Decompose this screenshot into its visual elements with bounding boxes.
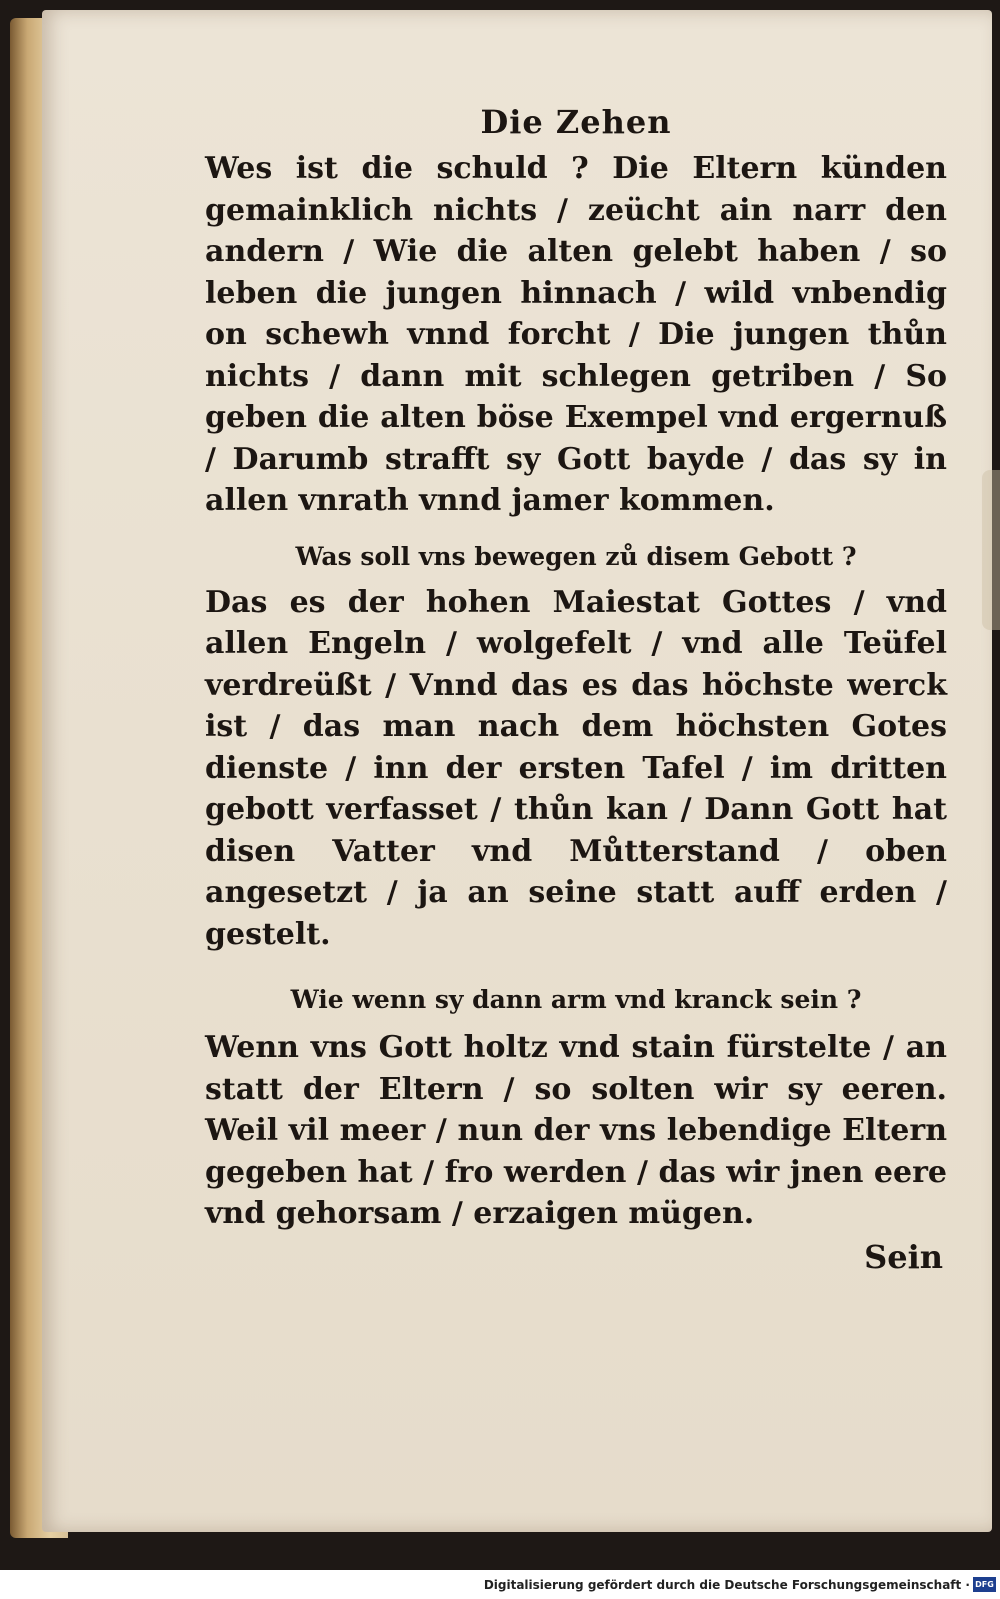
section-heading-2: Wie wenn sy dann arm vnd kranck sein ?	[290, 985, 862, 1014]
page-stain	[982, 470, 1000, 630]
dfg-logo: DFG	[973, 1577, 996, 1592]
digitization-credit: Digitalisierung gefördert durch die Deutsche Forschungsgemeinschaft ·	[483, 1578, 970, 1592]
section-heading-1: Was soll vns bewegen zů disem Gebott ?	[295, 541, 857, 571]
paragraph-1: Wes ist die schuld ? Die Eltern künden gemainklich nichts / zeücht ain narr den andern / Wie die alten gelebt haben / so leben die jungen hinnach / wild vnbendig on schewh vnnd forcht / Die jungen thůn nichts / dann mit schlegen getriben / So geben die alten böse Exempel vnd ergernuß / Darumb strafft sy Gott bayde / das sy in allen vnrath vnnd jamer kommen.	[205, 151, 947, 518]
paragraph-2: Das es der hohen Maiestat Gottes / vnd allen Engeln / wolgefelt / vnd alle Teüfel verdreüßt / Vnnd das es das höchste werck ist / das man nach dem höchsten Gotes dienste / inn der ersten Tafel / im dritten gebott verfasset / thůn kan / Dann Gott hat disen Vatter vnd Můtterstand / oben angesetzt / ja an seine statt auff erden / gestelt.	[205, 584, 947, 952]
paragraph-3: Wenn vns Gott holtz vnd stain fürstelte / an statt der Eltern / so solten wir sy eeren. Weil vil meer / nun der vns lebendige Eltern gegeben hat / fro werden / das wir jnen eere vnd gehorsam / erzaigen mügen.	[205, 1030, 947, 1231]
running-head: Die Zehen	[480, 103, 672, 141]
catchword: Sein	[864, 1237, 943, 1276]
text-block	[205, 100, 947, 1279]
